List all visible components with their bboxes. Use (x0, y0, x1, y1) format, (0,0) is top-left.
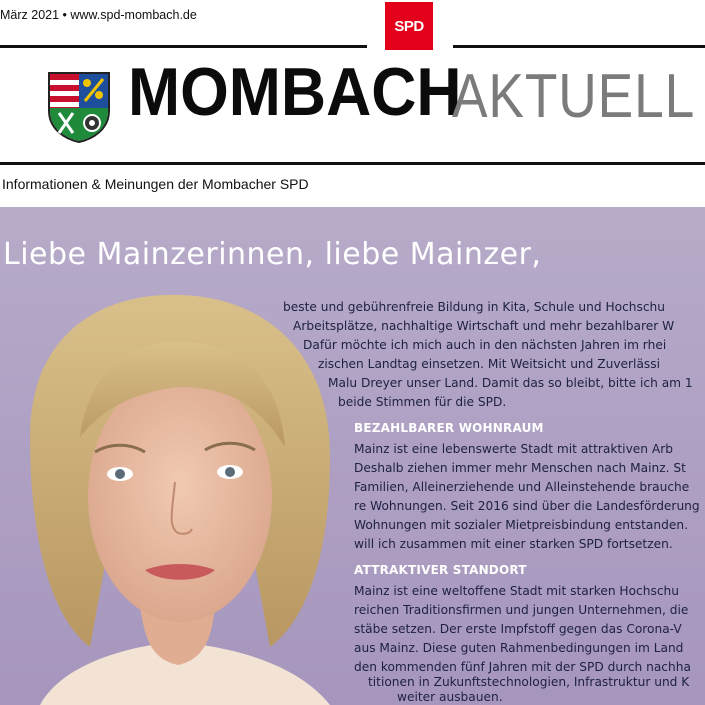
issue-line: März 2021 • www.spd-mombach.de (0, 8, 197, 22)
publication-subtitle: Informationen & Meinungen der Mombacher SPD (2, 176, 309, 192)
intro-line: zischen Landtag einsetzen. Mit Weitsicht und Zuverlässi (318, 357, 660, 371)
intro-line: Dafür möchte ich mich auch in den nächsten Jahren im rhei (303, 338, 667, 352)
mombach-coat-of-arms-icon (47, 71, 111, 143)
top-rule-left (0, 45, 367, 48)
section-line: Familien, Alleinerziehende und Alleinstehende brauche (354, 480, 690, 494)
section-line: Mainz ist eine weltoffene Stadt mit starken Hochschu (354, 584, 679, 598)
section-heading-location: ATTRAKTIVER STANDORT (354, 563, 527, 577)
masthead-title: MOMBACH (128, 54, 462, 130)
section-line: titionen in Zukunftstechnologien, Infrastruktur und K (368, 675, 690, 689)
section-line: Deshalb ziehen immer mehr Menschen nach Mainz. St (354, 461, 686, 475)
section-heading-housing: BEZAHLBARER WOHNRAUM (354, 421, 544, 435)
section-line: will ich zusammen mit einer starken SPD fortsetzen. (354, 537, 673, 551)
hero-section (0, 207, 705, 705)
article-headline: Liebe Mainzerinnen, liebe Mainzer, (3, 237, 542, 272)
section-line: re Wohnungen. Seit 2016 sind über die Landesförderung (354, 499, 700, 513)
section-line: aus Mainz. Diese guten Rahmenbedingungen im Land (354, 641, 684, 655)
masthead-subtitle-word: AKTUELL (452, 62, 696, 131)
article-body (0, 207, 705, 705)
section-line: weiter ausbauen. (397, 690, 503, 704)
top-rule-right (453, 45, 705, 48)
masthead-rule (0, 162, 705, 165)
section-line: Mainz ist eine lebenswerte Stadt mit attraktiven Arb (354, 442, 673, 456)
section-line: Wohnungen mit sozialer Mietpreisbindung entstanden. (354, 518, 688, 532)
section-line: stäbe setzen. Der erste Impfstoff gegen das Corona-V (354, 622, 682, 636)
spd-logo[interactable]: SPD (385, 2, 433, 50)
intro-line: beide Stimmen für die SPD. (338, 395, 507, 409)
section-line: den kommenden fünf Jahren mit der SPD durch nachha (354, 660, 691, 674)
intro-line: Malu Dreyer unser Land. Damit das so bleibt, bitte ich am 1 (328, 376, 693, 390)
section-line: reichen Traditionsfirmen und jungen Unternehmen, die (354, 603, 689, 617)
intro-line: Arbeitsplätze, nachhaltige Wirtschaft und mehr bezahlbarer W (293, 319, 675, 333)
intro-line: beste und gebührenfreie Bildung in Kita, Schule und Hochschu (283, 300, 666, 314)
